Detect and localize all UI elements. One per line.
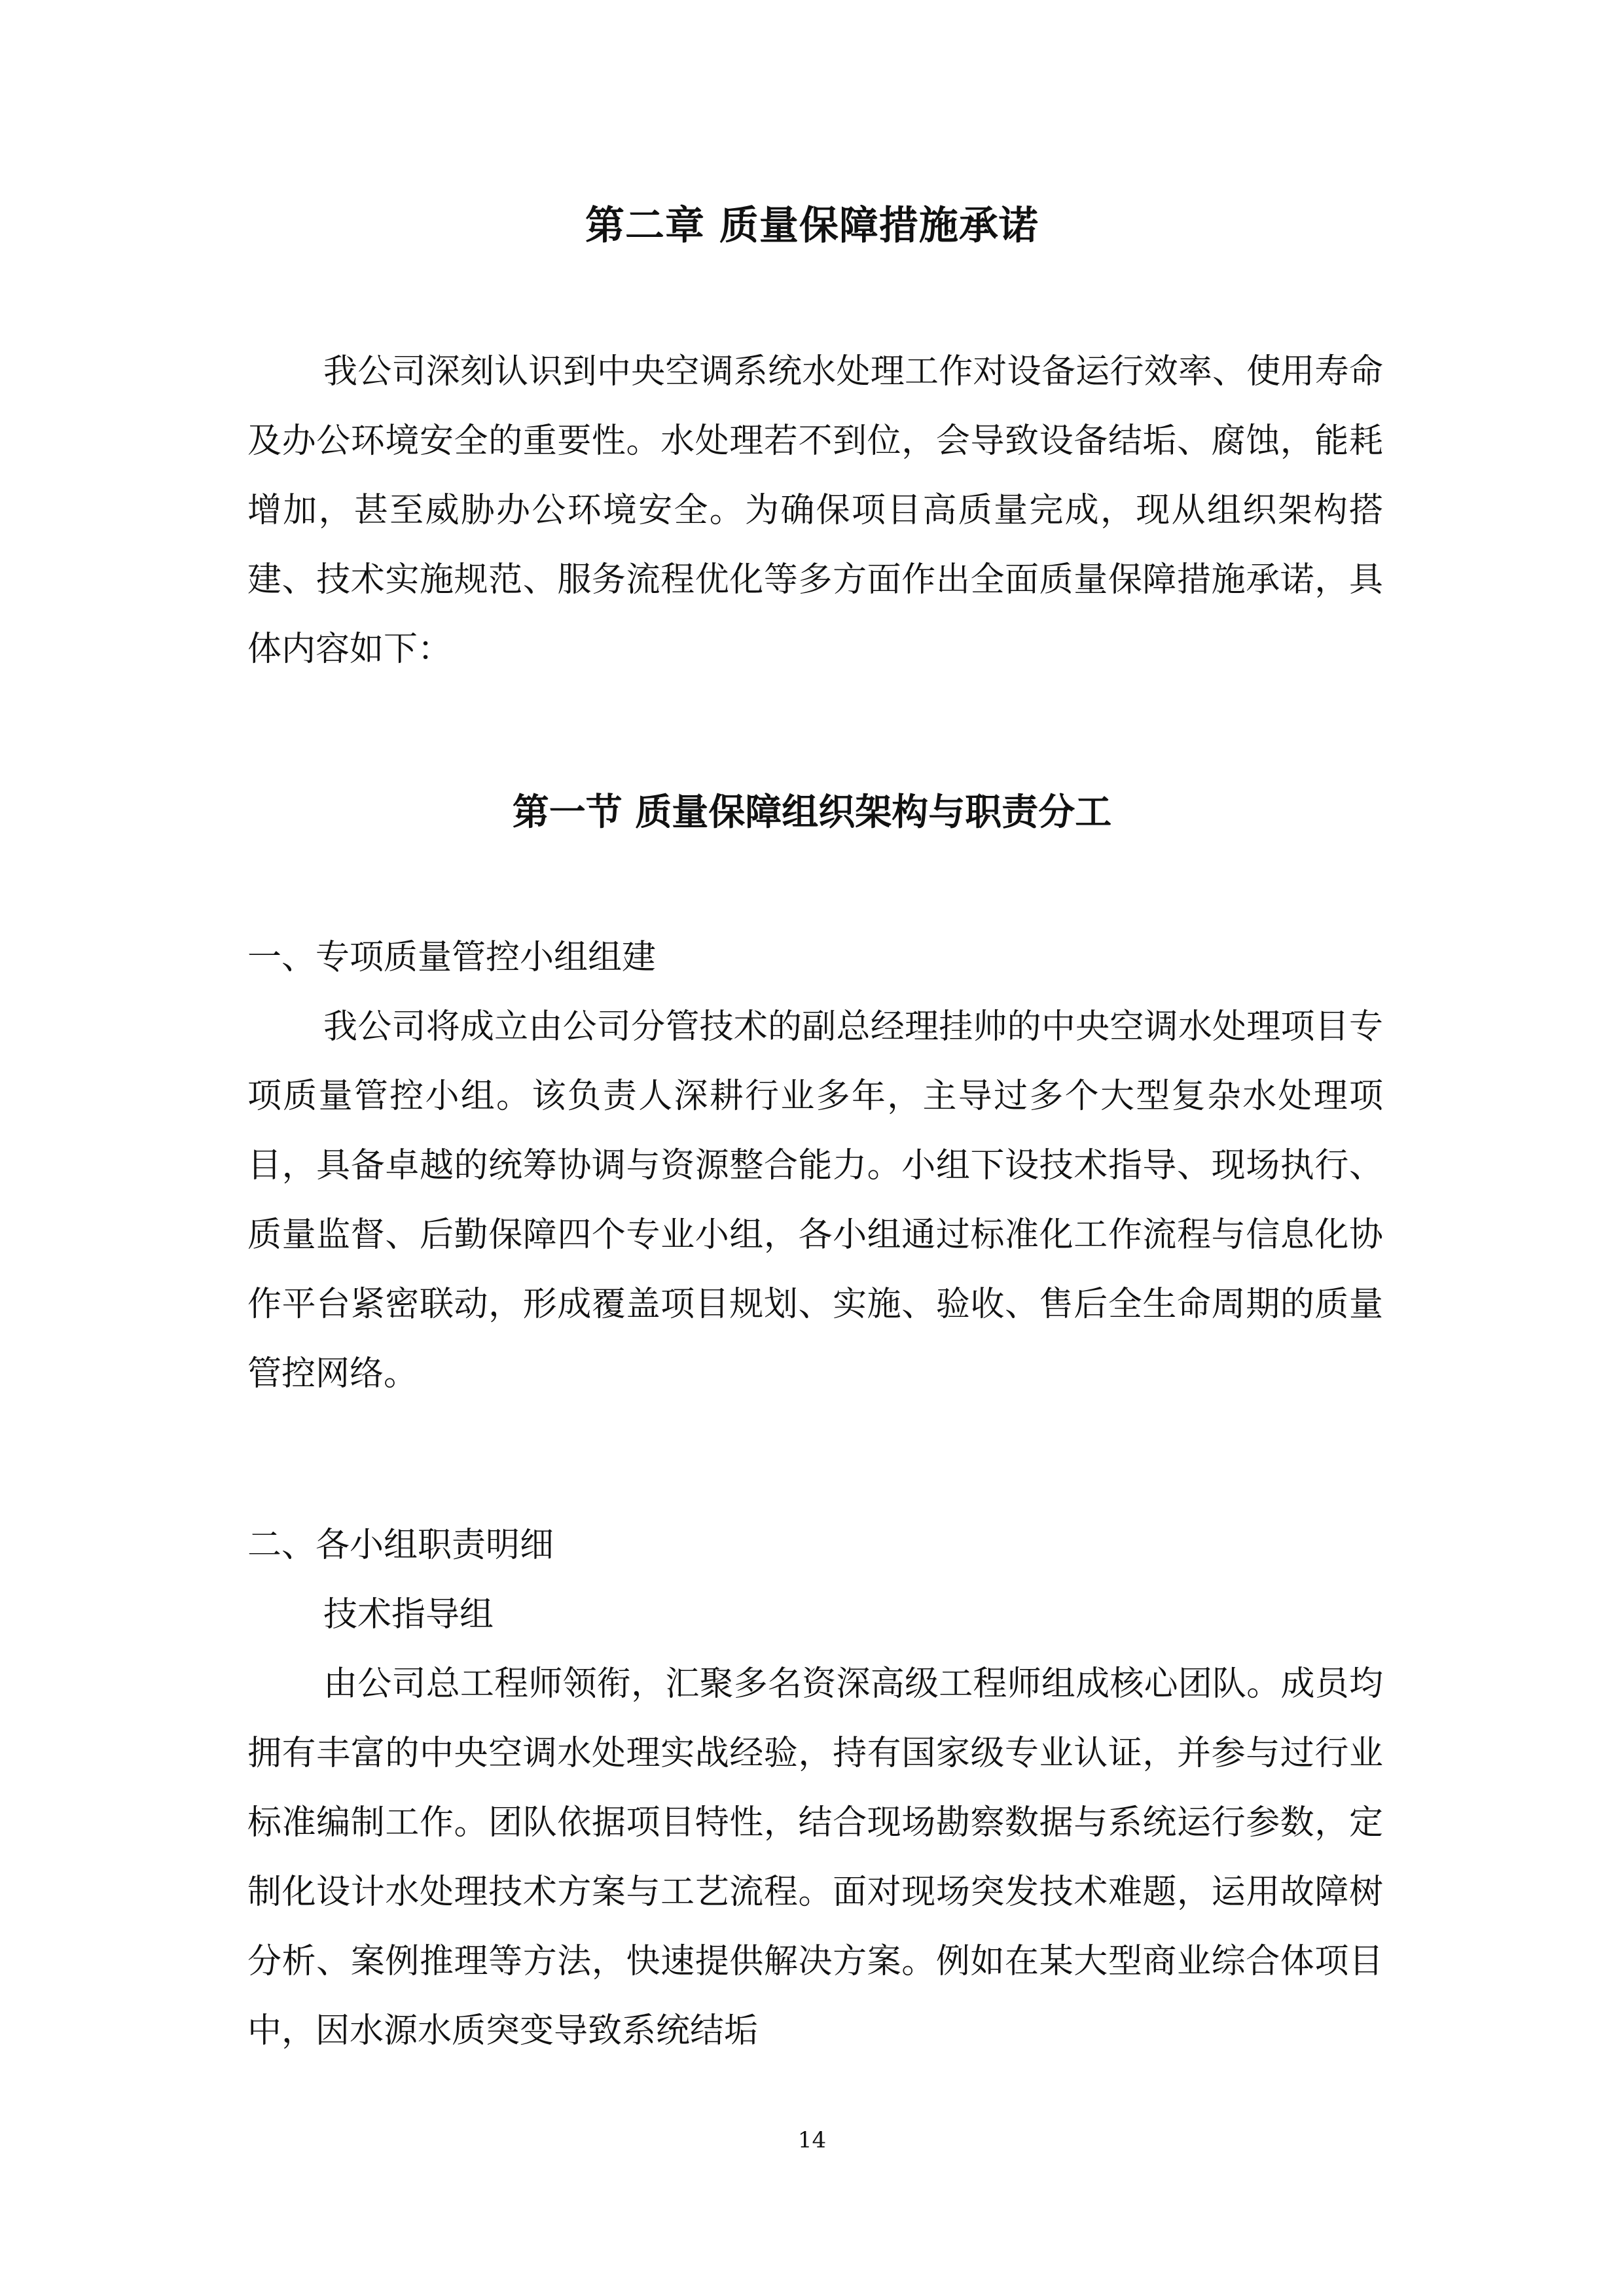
part2-heading: 二、各小组职责明细 <box>247 1526 554 1565</box>
page-number: 14 <box>797 2127 827 2153</box>
chapter-title: 第二章 质量保障措施承诺 <box>585 203 1039 249</box>
part2-paragraph: 由公司总工程师领衔，汇聚多名资深高级工程师组成核心团队。成员均拥有丰富的中央空调水处理实战经验，持有国家级专业认证，并参与过行业标准编制工作。团队依据项目特性，结合现场勘察数据与系统运行参数，定制化设计水处理技术方案与工艺流程。面对现场突发技术难题，运用故障树分析、案例推理等方法，快速提供解决方案。例如在某大型商业综合体项目中，因水源水质突变导致系统结垢 <box>247 1664 1383 2051</box>
intro-paragraph: 我公司深刻认识到中央空调系统水处理工作对设备运行效率、使用寿命及办公环境安全的重要性。水处理若不到位，会导致设备结垢、腐蚀，能耗增加，甚至威胁办公环境安全。为确保项目高质量完成，现从组织架构搭建、技术实施规范、服务流程优化等多方面作出全面质量保障措施承诺，具体内容如下： <box>247 352 1383 669</box>
part1-heading: 一、专项质量管控小组组建 <box>247 938 657 977</box>
part1-paragraph: 我公司将成立由公司分管技术的副总经理挂帅的中央空调水处理项目专项质量管控小组。该负责人深耕行业多年，主导过多个大型复杂水处理项目，具备卓越的统筹协调与资源整合能力。小组下设技术指导、现场执行、质量监督、后勤保障四个专业小组，各小组通过标准化工作流程与信息化协作平台紧密联动，形成覆盖项目规划、实施、验收、售后全生命周期的质量管控网络。 <box>247 1007 1383 1393</box>
part2-subheading: 技术指导组 <box>323 1595 494 1634</box>
section-title: 第一节 质量保障组织架构与职责分工 <box>512 791 1112 834</box>
